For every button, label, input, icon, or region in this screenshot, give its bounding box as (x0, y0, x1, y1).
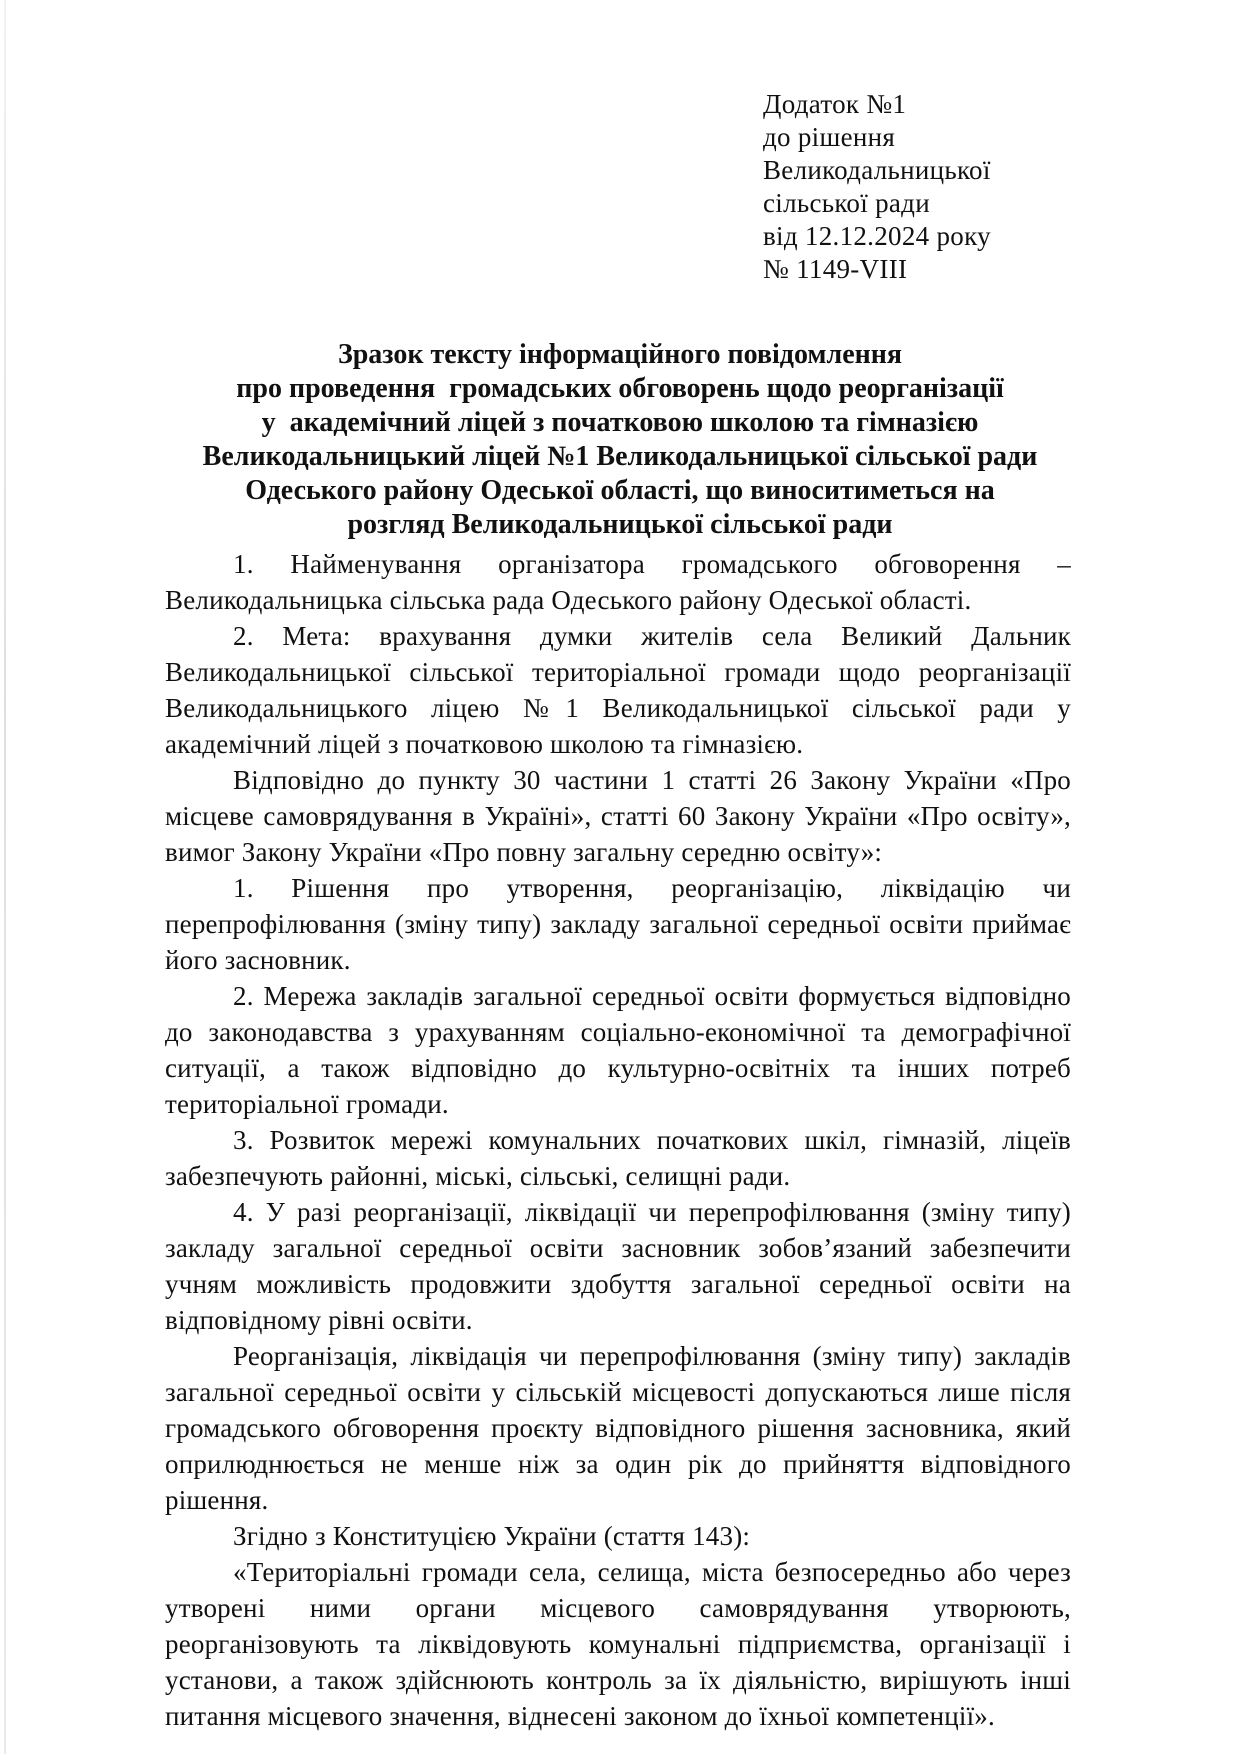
paragraph-item-2: 2. Мережа закладів загальної середньої освіти формується відповідно до законодавства з урахуванням соціально-економічної та демографічної ситуації, а також відповідно до культурно-освітніх та інших потреб територіальної громади. (165, 981, 1071, 1119)
appendix-header-line: Великодальницької (763, 155, 991, 185)
paragraph-item-4: 4. У разі реорганізації, ліквідації чи перепрофілювання (зміну типу) закладу загальної середньої освіти засновник зобов’язаний забезпечити учням можливість продовжити здобуття загальної середньої освіти на відповідному рівні освіти. (165, 1197, 1071, 1335)
paragraph-legal-basis: Відповідно до пункту 30 частини 1 статті 26 Закону України «Про місцеве самоврядування в Україні», статті 60 Закону України «Про освіту», вимог Закону України «Про повну загальну середню освіту»: (165, 765, 1071, 867)
paragraph-constitution-quote: «Територіальні громади села, селища, міста безпосередньо або через утворені ними органи місцевого самоврядування утворюють, реорганізовують та ліквідовують комунальні підприємства, організації і установи, а також здійснюють контроль за їх діяльністю, вирішують інші питання місцевого значення, віднесені законом до їхньої компетенції». (165, 1557, 1071, 1731)
appendix-header-line: до рішення (763, 122, 896, 152)
document-title-line: Зразок тексту інформаційного повідомлення (337, 339, 903, 370)
paragraph-organizer: 1. Найменування організатора громадського обговорення – Великодальницька сільська рада Одеського району Одеської області. (165, 549, 1071, 615)
document-title-line: у академічний ліцей з початковою школою та гімназією (261, 407, 979, 438)
paragraph-goal: 2. Мета: врахування думки жителів села Великий Дальник Великодальницької сільської територіальної громади щодо реорганізації Великодальницького ліцею №1 Великодальницької сільської ради у академічний ліцей з початковою школою та гімназією. (165, 621, 1071, 759)
document-title (165, 338, 1075, 542)
appendix-header-line: від 12.12.2024 року (763, 221, 991, 251)
appendix-header-line: № 1149-VIII (763, 254, 908, 284)
appendix-header-line: сільської ради (763, 188, 930, 218)
paragraph-item-1: 1. Рішення про утворення, реорганізацію, ліквідацію чи перепрофілювання (зміну типу) закладу загальної середньої освіти приймає його засновник. (165, 873, 1071, 975)
document-title-line: про проведення громадських обговорень щодо реорганізації (236, 373, 1004, 404)
paragraph-item-3: 3. Розвиток мережі комунальних початкових шкіл, гімназій, ліцеїв забезпечують районні, міські, сільські, селищні ради. (165, 1125, 1071, 1191)
document-title-line: Великодальницький ліцей №1 Великодальницької сільської ради (202, 441, 1038, 472)
document-title-line: розгляд Великодальницької сільської ради (347, 509, 893, 540)
paragraph-constitution-intro: Згідно з Конституцією України (стаття 143): (233, 1521, 751, 1551)
scan-edge-artifact (4, 0, 6, 1754)
appendix-header-line: Додаток №1 (763, 89, 907, 119)
document-body (165, 546, 1071, 1734)
paragraph-reorganization-rule: Реорганізація, ліквідація чи перепрофілювання (зміну типу) закладів загальної середньої освіти у сільській місцевості допускаються лише після громадського обговорення проєкту відповідного рішення засновника, який оприлюднюється не менше ніж за один рік до прийняття відповідного рішення. (165, 1341, 1071, 1515)
appendix-header (763, 88, 991, 286)
document-title-line: Одеського району Одеської області, що виноситиметься на (245, 475, 995, 506)
